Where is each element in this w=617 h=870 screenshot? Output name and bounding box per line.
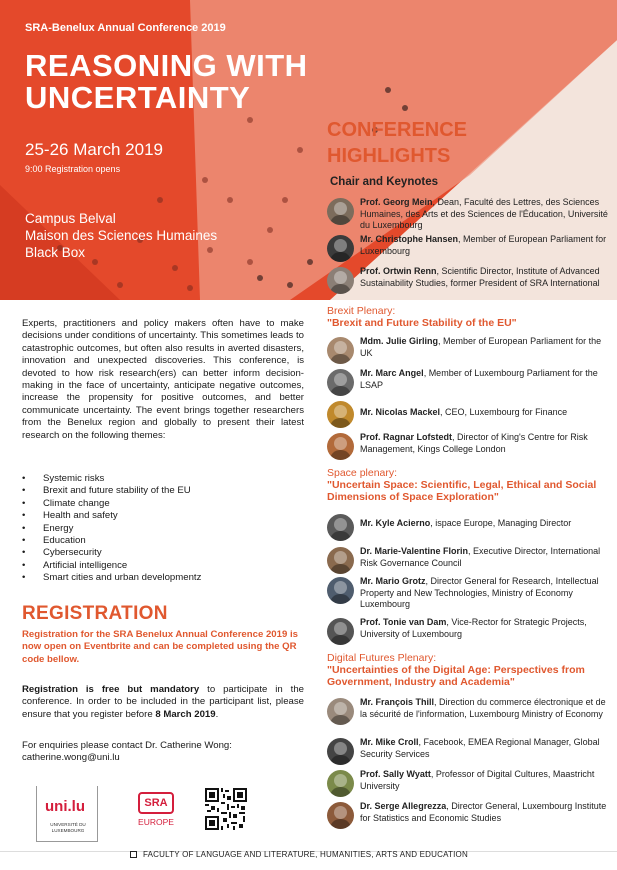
speaker-item: Prof. Sally Wyatt, Professor of Digital Cultures, Maastricht University — [327, 769, 612, 797]
enquiries-text: For enquiries please contact Dr. Catherine Wong: — [22, 740, 232, 751]
speaker-item: Mr. Christophe Hansen, Member of European Parliament for Luxembourg — [327, 234, 612, 262]
chair-keynotes-heading: Chair and Keynotes — [330, 176, 438, 188]
speaker-item: Mr. François Thill, Direction du commerce électronique et de la sécurité de l'information, Luxembourg Ministry of Economy — [327, 697, 612, 725]
speaker-avatar — [327, 514, 354, 541]
registration-body: Registration is free but mandatory to participate in the conference. In order to be included in the participant list, please ensure that you register before 8 March 2019. — [22, 684, 304, 720]
speaker-avatar — [327, 577, 354, 604]
sra-logo-mark: SRA — [138, 792, 174, 814]
theme-item: • Education — [22, 535, 86, 547]
sra-logo-sub: EUROPE — [138, 817, 174, 827]
theme-item: • Artificial intelligence — [22, 559, 128, 571]
speaker-item: Mr. Marc Angel, Member of Luxembourg Parliament for the LSAP — [327, 368, 612, 396]
brexit-heading: Brexit Plenary: "Brexit and Future Stability of the EU" — [327, 305, 517, 329]
speaker-item: Dr. Serge Allegrezza, Director General, Luxembourg Institute for Statistics and Economic Studies — [327, 801, 612, 829]
theme-item: • Climate change — [22, 497, 110, 509]
speaker-item: Mr. Mario Grotz, Director General for Research, Intellectual Property and New Technologies, Ministry of Economy Luxembourg — [327, 576, 612, 611]
venue-line-1: Campus Belval — [25, 211, 116, 226]
digital-heading: Digital Futures Plenary: "Uncertainties of the Digital Age: Perspectives from Government, Industry and Academia" — [327, 652, 585, 688]
faculty-name: FACULTY OF LANGUAGE AND LITERATURE, HUMANITIES, ARTS AND EDUCATION — [143, 850, 468, 859]
uni-logo-sub: UNIVERSITÉ DU LUXEMBOURG — [50, 822, 86, 833]
highlights-title-line-2: HIGHLIGHTS — [327, 145, 451, 167]
sra-europe-logo — [132, 792, 180, 828]
contact-email-link[interactable]: catherine.wong@uni.lu — [22, 752, 120, 764]
speaker-item: Prof. Ragnar Lofstedt, Director of King's Centre for Risk Management, Kings College London — [327, 432, 612, 460]
faculty-square-icon — [130, 851, 137, 858]
venue-line-3: Black Box — [25, 245, 86, 260]
title-line-2: UNCERTAINTY — [25, 80, 251, 115]
intro-paragraph: Experts, practitioners and policy makers often have to make decisions under conditions of uncertainty. This sometimes leads to catastrophic outcomes, but often also results in averted disasters, innovation and unexpected discoveries. This conference, is devoted to how risk research(ers) can better inform decision-making in the face of uncertainty, anticipate negative outcomes, increase the propensity for positive outcomes, and better communicate uncertainty. The event brings together researchers from the Benelux region and globally to present their latest research on the following themes: — [22, 318, 304, 441]
main-title — [25, 50, 308, 114]
speaker-item: Prof. Ortwin Renn, Scientific Director, Institute of Advanced Sustainability Studies, former President of SRA International — [327, 266, 612, 294]
theme-item: • Energy — [22, 522, 74, 534]
theme-item: • Health and safety — [22, 510, 118, 522]
speaker-avatar — [327, 401, 354, 428]
footer — [130, 850, 468, 859]
speaker-item: Dr. Marie-Valentine Florin, Executive Director, International Risk Governance Council — [327, 546, 612, 574]
enquiries — [22, 740, 304, 765]
conference-dates: 25-26 March 2019 — [25, 140, 163, 159]
speaker-avatar — [327, 235, 354, 262]
speaker-item: Mdm. Julie Girling, Member of European Parliament for the UK — [327, 336, 612, 364]
speaker-avatar — [327, 618, 354, 645]
speaker-avatar — [327, 802, 354, 829]
registration-title: REGISTRATION — [22, 603, 168, 624]
uni-logo-mark: uni.lu — [45, 798, 85, 815]
venue-line-2: Maison des Sciences Humaines — [25, 228, 218, 243]
speaker-avatar — [327, 198, 354, 225]
speaker-item: Mr. Mike Croll, Facebook, EMEA Regional Manager, Global Security Services — [327, 737, 612, 765]
registration-time: 9:00 Registration opens — [25, 164, 121, 174]
themes-list — [22, 473, 304, 585]
theme-item: • Brexit and future stability of the EU — [22, 485, 191, 497]
registration-lead: Registration for the SRA Benelux Annual Conference 2019 is now open on Eventbrite and can be completed using the QR code bellow. — [22, 629, 298, 665]
speaker-item: Prof. Georg Mein, Dean, Faculté des Lettres, des Sciences Humaines, des Arts et des Sciences de l'Éducation, Université du Luxembourg — [327, 197, 612, 232]
venue — [25, 210, 217, 261]
theme-item: • Systemic risks — [22, 473, 105, 484]
speaker-avatar — [327, 698, 354, 725]
speaker-avatar — [327, 369, 354, 396]
registration-qr-code[interactable] — [205, 788, 247, 830]
speaker-avatar — [327, 267, 354, 294]
speaker-avatar — [327, 547, 354, 574]
speaker-avatar — [327, 738, 354, 765]
highlights-title-line-1: CONFERENCE — [327, 119, 468, 141]
theme-item: • Cybersecurity — [22, 547, 102, 559]
speaker-avatar — [327, 770, 354, 797]
speaker-item: Mr. Kyle Acierno, ispace Europe, Managing Director — [327, 513, 612, 541]
space-heading: Space plenary: "Uncertain Space: Scientific, Legal, Ethical and Social Dimensions of Space Exploration" — [327, 467, 597, 503]
speaker-avatar — [327, 337, 354, 364]
university-logo — [36, 786, 98, 842]
title-line-1: REASONING WITH — [25, 48, 308, 83]
speaker-avatar — [327, 433, 354, 460]
speaker-item: Mr. Nicolas Mackel, CEO, Luxembourg for Finance — [327, 400, 612, 428]
theme-item: • Smart cities and urban developmentz — [22, 572, 202, 584]
conference-name: SRA-Benelux Annual Conference 2019 — [25, 22, 226, 34]
speaker-item: Prof. Tonie van Dam, Vice-Rector for Strategic Projects, University of Luxembourg — [327, 617, 612, 645]
highlights-title — [327, 117, 467, 169]
